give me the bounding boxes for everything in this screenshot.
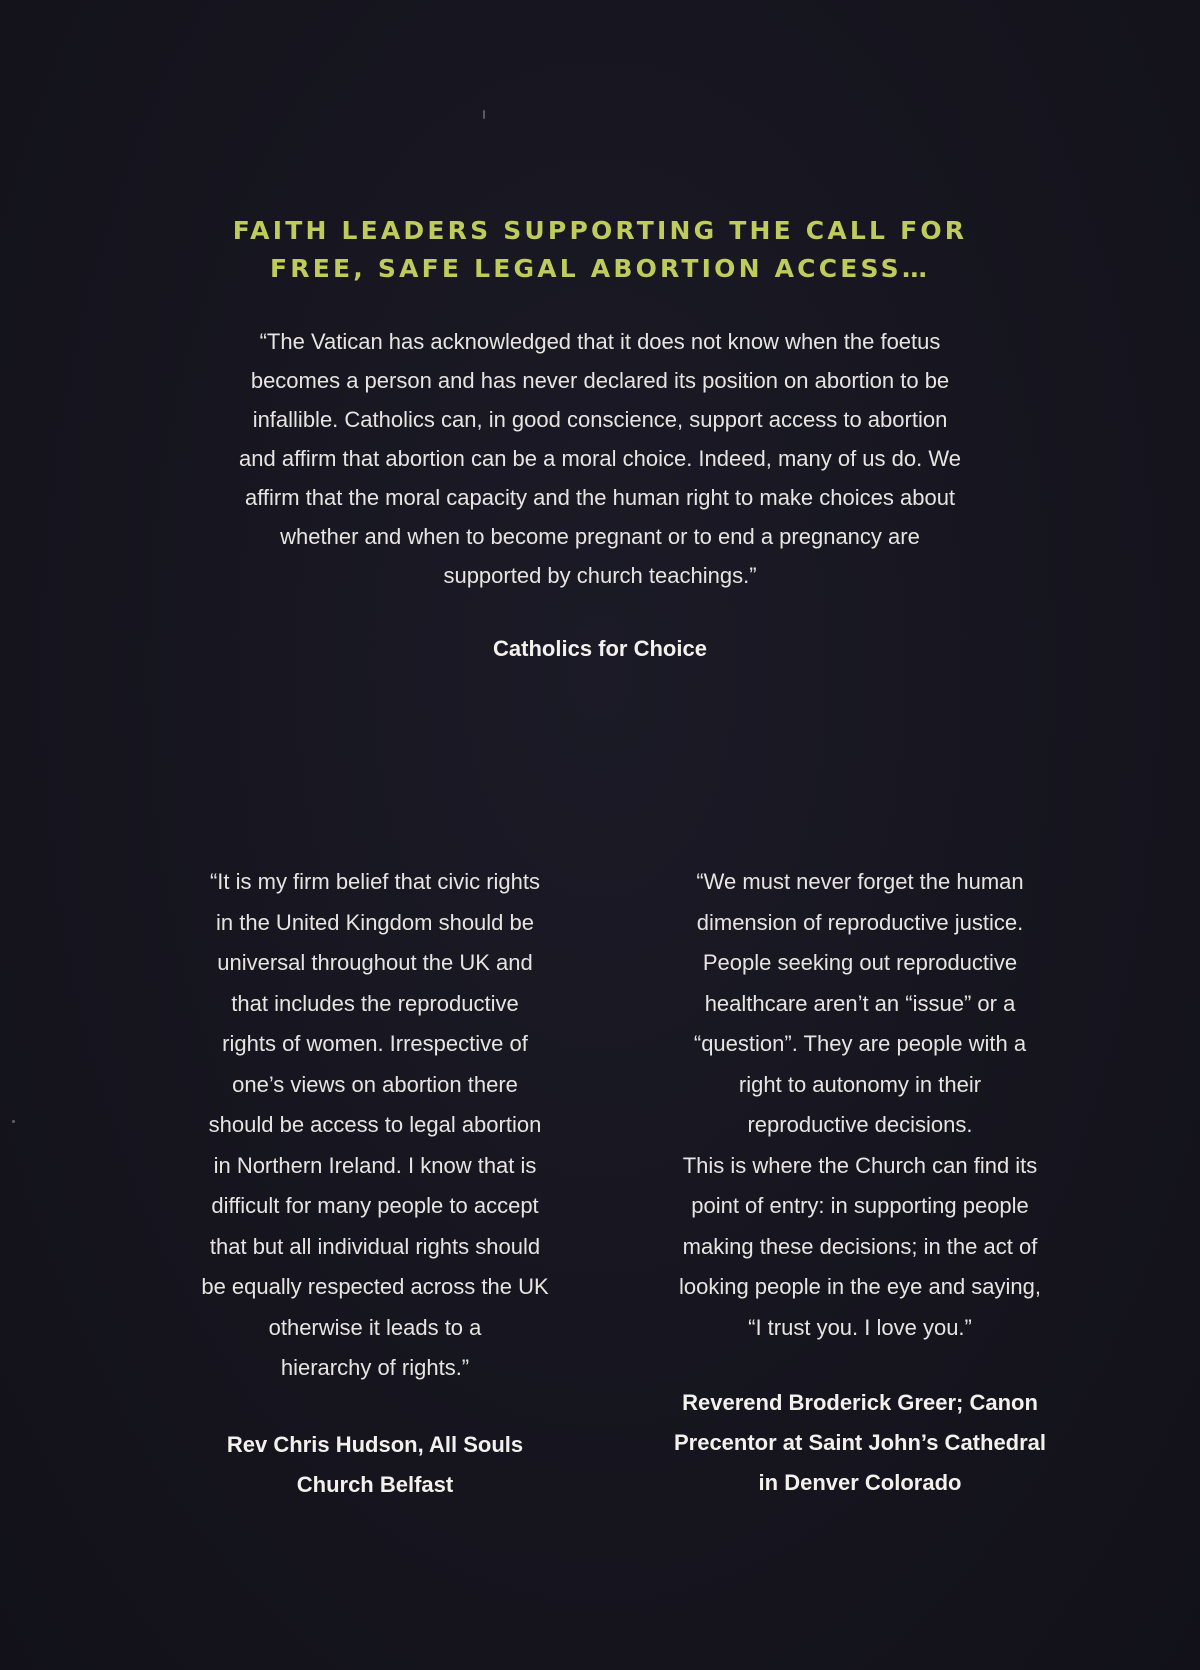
quote-line: hierarchy of rights.” [280, 1355, 470, 1380]
quote-line: making these decisions; in the act of [682, 1233, 1038, 1259]
quote-line: supported by church teachings.” [443, 563, 757, 588]
quote-line: point of entry: in supporting people [691, 1193, 1029, 1218]
quote-line: reproductive decisions. [747, 1112, 973, 1137]
quote-line: “question”. They are people with a [693, 1031, 1027, 1056]
quote-line: “The Vatican has acknowledged that it does not know when the foetus [259, 329, 941, 354]
page-heading [100, 212, 1100, 288]
quote-line: healthcare aren’t an “issue” or a [704, 990, 1016, 1016]
quote-line: affirm that the moral capacity and the human right to make choices about [244, 485, 956, 510]
quote-line: that but all individual rights should [209, 1233, 541, 1259]
print-speck [483, 110, 485, 119]
right-quote [630, 862, 1090, 1348]
heading-line: FAITH LEADERS SUPPORTING THE CALL FOR [232, 216, 968, 245]
left-quote-attribution [150, 1425, 600, 1505]
quote-line: whether and when to become pregnant or to end a pregnancy are [280, 524, 920, 549]
quote-line: infallible. Catholics can, in good conscience, support access to abortion [252, 407, 948, 432]
quote-line: right to autonomy in their [738, 1071, 982, 1097]
quote-line: should be access to legal abortion [208, 1112, 542, 1137]
quote-line: difficult for many people to accept [211, 1193, 539, 1218]
quote-line: “I trust you. I love you.” [748, 1314, 972, 1340]
quote-line: dimension of reproductive justice. [696, 909, 1024, 935]
attribution-line: in Denver Colorado [758, 1470, 962, 1495]
quote-line: be equally respected across the UK [201, 1274, 549, 1299]
main-quote [120, 322, 1080, 595]
quote-line: “It is my firm belief that civic rights [209, 869, 541, 894]
attribution-line: Precentor at Saint John’s Cathedral [673, 1430, 1047, 1455]
print-speck [12, 1120, 15, 1123]
quote-line: and affirm that abortion can be a moral choice. Indeed, many of us do. We [239, 446, 961, 471]
quote-line: “We must never forget the human [696, 869, 1024, 894]
attribution-line: Rev Chris Hudson, All Souls [226, 1432, 524, 1457]
quote-line: that includes the reproductive [231, 990, 519, 1016]
quote-line: becomes a person and has never declared its position on abortion to be [250, 368, 950, 393]
right-quote-attribution [630, 1383, 1090, 1503]
left-quote [150, 862, 600, 1389]
quote-line: in the United Kingdom should be [216, 909, 534, 935]
quote-line: otherwise it leads to a [268, 1314, 482, 1340]
quote-line: universal throughout the UK and [217, 950, 533, 975]
quote-line: People seeking out reproductive [702, 950, 1018, 975]
main-quote-attribution: Catholics for Choice [493, 636, 707, 661]
quote-line: rights of women. Irrespective of [222, 1031, 528, 1056]
attribution-line: Reverend Broderick Greer; Canon [682, 1390, 1038, 1415]
quote-line: in Northern Ireland. I know that is [213, 1152, 537, 1178]
attribution-line: Church Belfast [296, 1472, 454, 1497]
quote-line: one’s views on abortion there [232, 1071, 518, 1097]
quote-line: looking people in the eye and saying, [678, 1274, 1042, 1299]
heading-line: FREE, SAFE LEGAL ABORTION ACCESS… [269, 254, 931, 283]
quote-line: This is where the Church can find its [682, 1152, 1038, 1178]
